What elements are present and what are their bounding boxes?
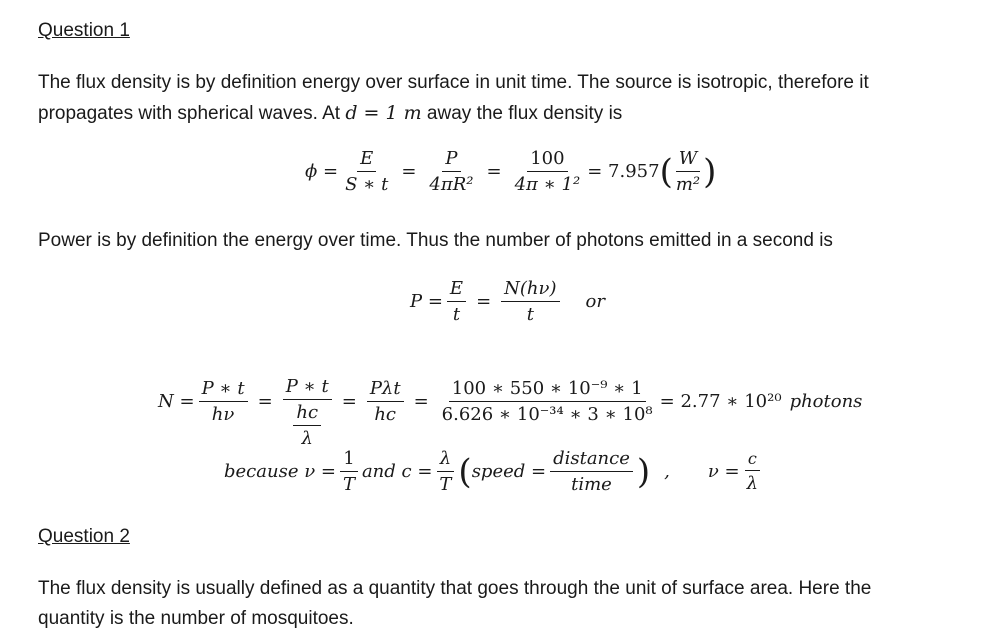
nested-fraction xyxy=(293,402,321,449)
fraction xyxy=(340,448,358,495)
unit-photons: photons xyxy=(789,391,863,412)
inline-math-distance: d = 1 m xyxy=(345,102,422,124)
fraction-numerator: W xyxy=(676,148,701,172)
eq-lhs: ϕ = xyxy=(305,161,339,182)
fraction-denominator xyxy=(290,400,324,449)
fraction-denominator: hν xyxy=(211,404,235,425)
fraction-denominator: t xyxy=(452,304,461,325)
right-paren: ) xyxy=(703,151,717,192)
fraction-denominator: 4π ∗ 1² xyxy=(514,174,581,195)
paragraph-line: The flux density is usually defined as a quantity that goes through the unit of surface area. Here the xyxy=(38,578,872,599)
fraction-denominator: T xyxy=(439,474,452,495)
equation-relations xyxy=(224,448,765,495)
fraction-numerator: E xyxy=(447,278,466,302)
fraction-denominator: S ∗ t xyxy=(345,174,389,195)
equation-power: P = $\frac{E}{t}$ = $\frac{N(h\nu)}{t}$ or xyxy=(410,278,605,325)
text-span: away the flux density is xyxy=(421,103,623,124)
fraction-denominator: λ xyxy=(746,473,759,494)
paragraph-mosquito-flux xyxy=(38,574,958,634)
comma: , xyxy=(664,461,670,482)
question-1-heading: Question 1 xyxy=(38,20,130,41)
fraction-numerator: 1 xyxy=(340,448,357,472)
right-paren: ) xyxy=(636,451,651,492)
and-text: and c = xyxy=(361,461,433,482)
speed-text: speed = xyxy=(471,461,547,482)
fraction-numerator: λ xyxy=(437,448,454,472)
fraction-numerator: P ∗ t xyxy=(283,376,332,400)
fraction-numerator: N(hν) xyxy=(501,278,559,302)
fraction-numerator: 100 ∗ 550 ∗ 10⁻⁹ ∗ 1 xyxy=(449,378,646,402)
fraction xyxy=(501,278,559,325)
question-2-heading: Question 2 xyxy=(38,526,130,547)
paragraph-line: quantity is the number of mosquitoes. xyxy=(38,608,354,629)
fraction-denominator: time xyxy=(571,474,612,495)
paragraph-line xyxy=(38,98,958,129)
fraction xyxy=(447,278,466,325)
fraction-denominator: m² xyxy=(675,174,701,195)
fraction-denominator: λ xyxy=(301,428,313,449)
fraction-denominator: hc xyxy=(374,404,397,425)
eq-lhs: P = xyxy=(410,291,443,312)
fraction-numerator: E xyxy=(357,148,376,172)
fraction-denominator: t xyxy=(526,304,534,325)
nu-text: ν = xyxy=(707,461,740,482)
fraction xyxy=(436,448,454,495)
paragraph-flux-definition xyxy=(38,68,958,129)
equation-photon-count: N = $\frac{P ∗ t}{h\nu}$ = $\frac{P ∗ t}{\frac{hc}{\lambda}}$ = $\frac{\text{Pλt}}{hc}$ = $\frac{\text{100 ∗ 550 ∗ 10⁻⁹ ∗ 1}}{\text{6.626 ∗ 10⁻³⁴ ∗ 3 ∗ 10⁸}}$ = 2.77 ∗ 10²⁰ photons xyxy=(158,376,863,449)
fraction xyxy=(367,378,404,425)
equation-flux-density: ϕ = $\frac{E}{S ∗ t}$ = $\frac{P}{\text{4πR²}}$ = $\frac{100}{\text{4π ∗ 1²}}$ = 7.957 ( $\frac{W}{\text{m²}}$ ) xyxy=(305,148,717,195)
fraction xyxy=(744,449,761,494)
eq-result: = 2.77 ∗ 10²⁰ xyxy=(659,391,782,412)
fraction-numerator: P ∗ t xyxy=(199,378,248,402)
paragraph-line: The flux density is by definition energy over surface in unit time. The source is isotropic, therefore it xyxy=(38,72,869,93)
because-text: because ν = xyxy=(224,461,336,482)
paragraph-power-definition: Power is by definition the energy over time. Thus the number of photons emitted in a second is xyxy=(38,230,833,251)
fraction-numerator: c xyxy=(745,449,760,471)
fraction-numerator: P xyxy=(442,148,460,172)
fraction xyxy=(550,448,633,495)
fraction-numerator: Pλt xyxy=(367,378,404,402)
left-paren: ( xyxy=(659,151,673,192)
left-paren: ( xyxy=(458,451,472,492)
unit-fraction xyxy=(673,148,703,195)
fraction-numerator: hc xyxy=(293,402,321,426)
text-span: propagates with spherical waves. At xyxy=(38,103,346,124)
fraction xyxy=(199,378,248,425)
fraction-denominator: 6.626 ∗ 10⁻³⁴ ∗ 3 ∗ 10⁸ xyxy=(441,404,653,425)
fraction-numerator: distance xyxy=(550,448,633,472)
fraction xyxy=(342,148,391,195)
eq-result: = 7.957 xyxy=(587,161,660,182)
fraction xyxy=(512,148,584,195)
or-word: or xyxy=(585,291,605,312)
fraction xyxy=(439,378,656,425)
fraction xyxy=(283,376,332,449)
fraction-denominator: T xyxy=(342,474,355,495)
fraction xyxy=(426,148,476,195)
fraction-numerator: 100 xyxy=(527,148,567,172)
fraction-denominator: 4πR² xyxy=(429,174,474,195)
eq-lhs: N = xyxy=(158,391,195,412)
